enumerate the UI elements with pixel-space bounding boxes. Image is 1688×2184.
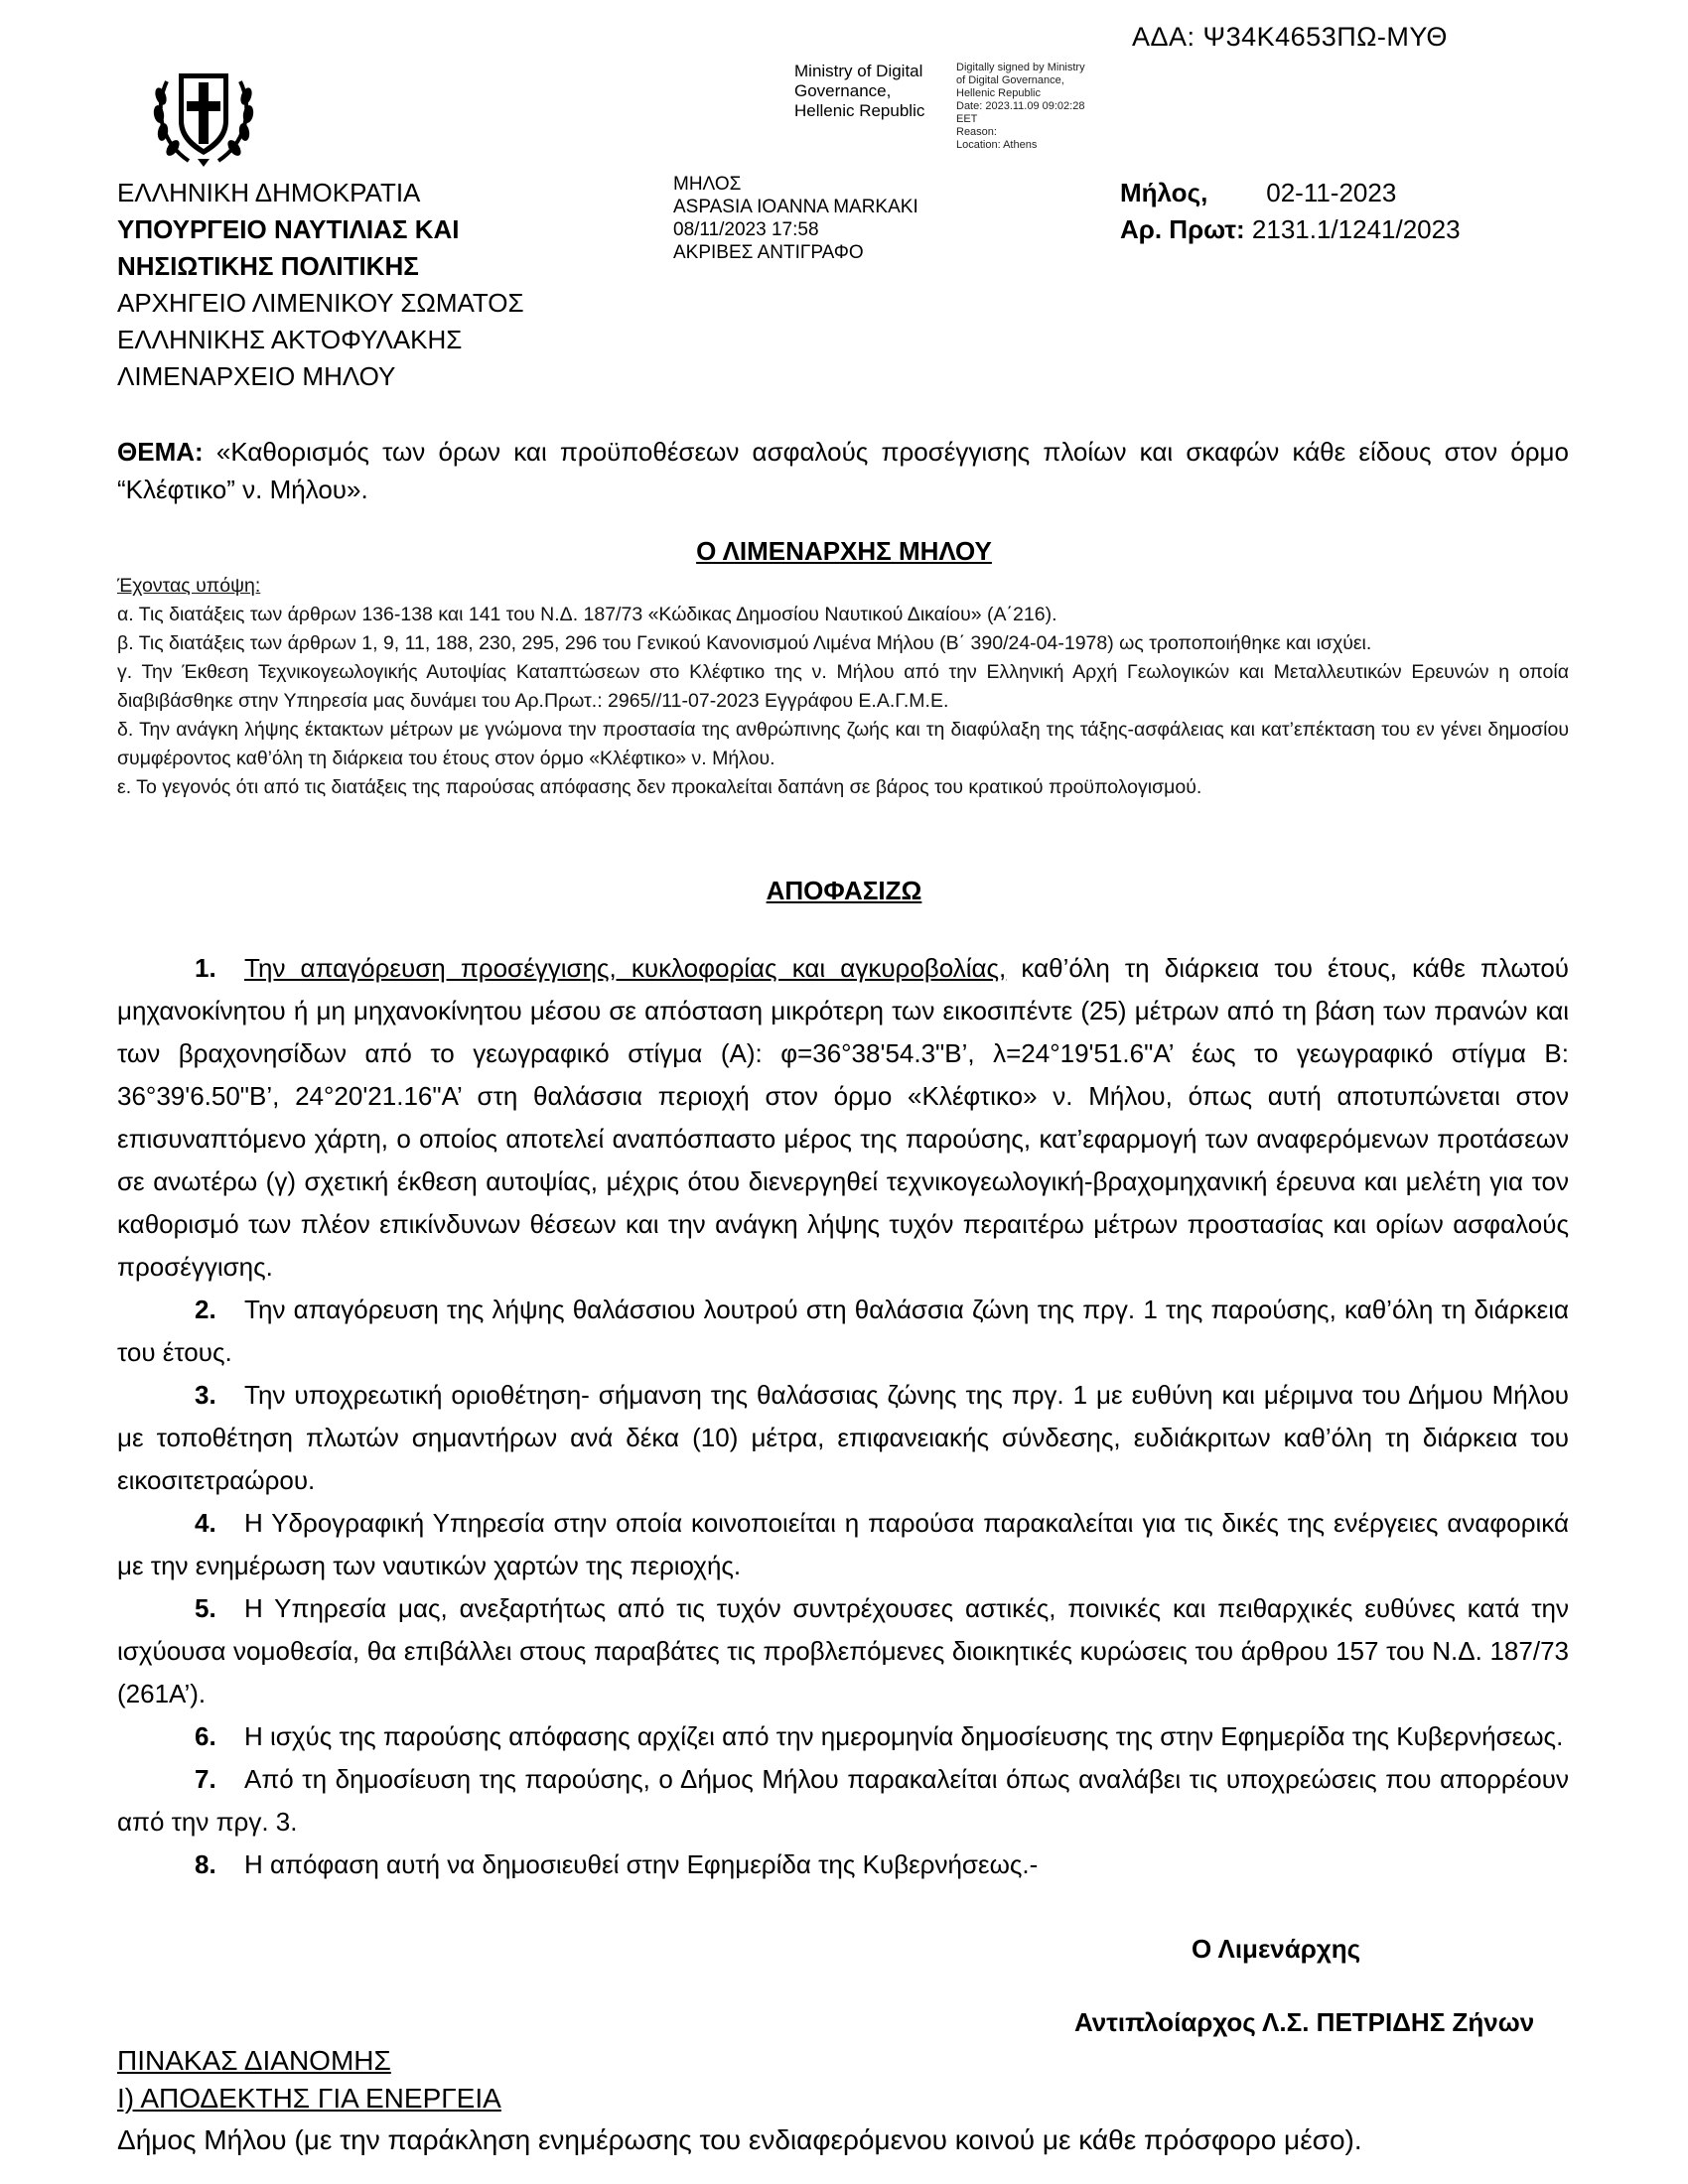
- signature-detail: Hellenic Republic: [956, 87, 1041, 99]
- considerations-intro: Έχοντας υπόψη:: [117, 575, 261, 597]
- signature-detail: Location: Athens: [956, 139, 1038, 151]
- consideration-item: δ. Την ανάγκη λήψης έκτακτων μέτρων με γνώμονα την προστασία της ανθρώπινης ζωής και τη διαφύλαξη της τάξης-ασφάλειας και κατ’επέκταση του εν γένει δημοσίου συμφέροντος καθ’όλη τη διάρκεια του έτους στον όρμο «Κλέφτικο» ν. Μήλου.: [117, 719, 1569, 769]
- certified-copy-stamp: [673, 173, 918, 264]
- distribution-section: Ι) ΑΠΟΔΕΚΤΗΣ ΓΙΑ ΕΝΕΡΓΕΙΑ: [117, 2083, 501, 2114]
- consideration-item: α. Τις διατάξεις των άρθρων 136-138 και 141 του Ν.Δ. 187/73 «Κώδικας Δημοσίου Ναυτικού Δικαίου» (Α΄216).: [117, 604, 1057, 625]
- place-label: Μήλος,: [1120, 178, 1208, 207]
- decision-item: [117, 947, 1569, 1289]
- distribution-title: ΠΙΝΑΚΑΣ ΔΙΑΝΟΜΗΣ: [117, 2045, 391, 2076]
- stamp-line: ASPASIA IOANNA MARKAKI: [673, 197, 918, 217]
- protocol-label: Αρ. Πρωτ:: [1120, 214, 1245, 244]
- decision-text: Η απόφαση αυτή να δημοσιευθεί στην Εφημερίδα της Κυβερνήσεως.-: [244, 1849, 1039, 1879]
- decision-number: 6.: [195, 1721, 216, 1751]
- signature-line: Hellenic Republic: [794, 101, 925, 120]
- decision-text: Η Υπηρεσία μας, ανεξαρτήτως από τις τυχόν συντρέχουσες αστικές, ποινικές και πειθαρχικές ευθύνες κατά την ισχύουσα νομοθεσία, θα επιβάλλει στους παραβάτες τις προβλεπόμενες διοικητικές κυρώσεις του άρθρου 157 του Ν.Δ. 187/73 (261Α’).: [117, 1593, 1569, 1708]
- digital-signature-details: [956, 62, 1125, 152]
- stamp-line: 08/11/2023 17:58: [673, 219, 819, 240]
- decision-text: καθ’όλη τη διάρκεια του έτους, κάθε πλωτού μηχανοκίνητου ή μη μηχανοκίνητου μέσου σε απόσταση μικρότερη των εικοσιπέντε (25) μέτρων από τη βάση των πρανών και των βραχονησίδων από το γεωγραφικό στίγμα (Α): φ=36°38'54.3"Β’, λ=24°19'51.6"Α’ έως το γεωγραφικό στίγμα Β: 36°39'6.50"Β’, 24°20'21.16"Α’ στη θαλάσσια περιοχή στον όρμο «Κλέφτικο» ν. Μήλου, όπως αυτή αποτυπώνεται στον επισυναπτόμενο χάρτη, ο οποίος αποτελεί αναπόσπαστο μέρος της παρούσης, κατ’εφαρμογή των αναφερόμενων προτάσεων σε ανωτέρω (γ) σχετική έκθεση αυτοψίας, μέχρις ότου διενεργηθεί τεχνικογεωλογική-βραχομηχανική έρευνα και μελέτη για τον καθορισμό των πλέον επικίνδυνων θέσεων και την ανάγκη λήψης τυχόν περαιτέρω μέτρων προστασίας και ορίων ασφαλούς προσέγγισης.: [117, 953, 1570, 1282]
- decision-number: 1.: [195, 953, 216, 983]
- decision-item: [117, 1374, 1569, 1502]
- decision-item: [117, 1587, 1569, 1715]
- stamp-line: ΑΚΡΙΒΕΣ ΑΝΤΙΓΡΑΦΟ: [673, 242, 864, 263]
- issuer-line: ΕΛΛΗΝΙΚΗ ΔΗΜΟΚΡΑΤΙΑ: [117, 178, 421, 207]
- signature-line: Governance,: [794, 81, 892, 100]
- decision-number: 5.: [195, 1593, 216, 1623]
- stamp-line: ΜΗΛΟΣ: [673, 174, 742, 195]
- signature-detail: EET: [956, 113, 978, 125]
- consideration-item: ε. Το γεγονός ότι από τις διατάξεις της παρούσας απόφασης δεν προκαλείται δαπάνη σε βάρος του κρατικού προϋπολογισμού.: [117, 776, 1202, 798]
- decision-heading: ΑΠΟΦΑΣΙΖΩ: [766, 876, 922, 905]
- protocol-number: 2131.1/1241/2023: [1251, 214, 1461, 244]
- decision-item: [117, 1715, 1569, 1758]
- document-date: 02-11-2023: [1266, 178, 1397, 207]
- signature-detail: Reason:: [956, 126, 997, 138]
- decision-text: Από τη δημοσίευση της παρούσης, ο Δήμος Μήλου παρακαλείται όπως αναλάβει τις υποχρεώσεις που απορρέουν από την πργ. 3.: [117, 1764, 1569, 1837]
- authority-heading: Ο ΛΙΜΕΝΑΡΧΗΣ ΜΗΛΟΥ: [696, 536, 992, 566]
- issuer-line: ΕΛΛΗΝΙΚΗΣ ΑΚΤΟΦΥΛΑΚΗΣ: [117, 325, 463, 354]
- decisions-list: [117, 947, 1569, 1886]
- document-meta: [1120, 175, 1461, 248]
- decision-text: Η ισχύς της παρούσης απόφασης αρχίζει από την ημερομηνία δημοσίευσης της στην Εφημερίδα της Κυβερνήσεως.: [244, 1721, 1564, 1751]
- subject-label: ΘΕΜΑ:: [117, 437, 204, 467]
- greek-coat-of-arms-icon: [149, 52, 258, 171]
- consideration-item: β. Τις διατάξεις των άρθρων 1, 9, 11, 188, 230, 295, 296 του Γενικού Κανονισμού Λιμένα Μήλου (Β΄ 390/24-04-1978) ως τροποποιήθηκε και ισχύει.: [117, 632, 1372, 654]
- subject: [117, 433, 1569, 508]
- signatory-title: Ο Λιμενάρχης: [1192, 1934, 1361, 1964]
- decision-item: [117, 1502, 1569, 1587]
- issuer-line: ΑΡΧΗΓΕΙΟ ΛΙΜΕΝΙΚΟΥ ΣΩΜΑΤΟΣ: [117, 288, 524, 318]
- signature-line: Ministry of Digital: [794, 62, 923, 80]
- decision-item: [117, 1843, 1569, 1886]
- decision-text: Την υποχρεωτική οριοθέτηση- σήμανση της θαλάσσιας ζώνης της πργ. 1 με ευθύνη και μέριμνα του Δήμου Μήλου με τοποθέτηση πλωτών σημαντήρων ανά δέκα (10) μέτρα, επιφανειακής σύνδεσης, ευδιάκριτων καθ’όλη τη διάρκεια του εικοσιτετραώρου.: [117, 1380, 1569, 1495]
- issuer-line: ΝΗΣΙΩΤΙΚΗΣ ΠΟΛΙΤΙΚΗΣ: [117, 251, 419, 281]
- decision-lead: Την απαγόρευση προσέγγισης, κυκλοφορίας και αγκυροβολίας,: [244, 953, 1007, 983]
- signature-detail: Digitally signed by Ministry: [956, 62, 1085, 73]
- decision-number: 3.: [195, 1380, 216, 1410]
- decision-number: 4.: [195, 1508, 216, 1538]
- distribution-text: Δήμος Μήλου (με την παράκληση ενημέρωσης του ενδιαφερόμενου κοινού με κάθε πρόσφορο μέσο).: [117, 2124, 1362, 2155]
- considerations: [117, 572, 1569, 802]
- decision-item: [117, 1758, 1569, 1843]
- decision-number: 7.: [195, 1764, 216, 1794]
- issuer-block: [117, 175, 524, 395]
- signatory-name: Αντιπλοίαρχος Λ.Σ. ΠΕΤΡΙΔΗΣ Ζήνων: [1074, 2007, 1535, 2037]
- decision-text: Η Υδρογραφική Υπηρεσία στην οποία κοινοποιείται η παρούσα παρακαλείται για τις δικές της ενέργειες αναφορικά με την ενημέρωση των ναυτικών χαρτών της περιοχής.: [117, 1508, 1569, 1580]
- decision-item: [117, 1289, 1569, 1374]
- ada-code: ΑΔΑ: Ψ34Κ4653ΠΩ-ΜΥΘ: [1132, 22, 1448, 52]
- signature-detail: Date: 2023.11.09 09:02:28: [956, 100, 1085, 112]
- decision-text: Την απαγόρευση της λήψης θαλάσσιου λουτρού στη θαλάσσια ζώνη της πργ. 1 της παρούσης, καθ’όλη τη διάρκεια του έτους.: [117, 1295, 1569, 1367]
- decision-number: 2.: [195, 1295, 216, 1324]
- signature-detail: of Digital Governance,: [956, 74, 1064, 86]
- consideration-item: γ. Την Έκθεση Τεχνικογεωλογικής Αυτοψίας Καταπτώσεων στο Κλέφτικο της ν. Μήλου από την Ελληνική Αρχή Γεωλογικών και Μεταλλευτικών Ερευνών η οποία διαβιβάσθηκε στην Υπηρεσία μας δυνάμει του Αρ.Πρωτ.: 2965//11-07-2023 Εγγράφου Ε.Α.Γ.Μ.Ε.: [117, 661, 1569, 712]
- issuer-line: ΥΠΟΥΡΓΕΙΟ ΝΑΥΤΙΛΙΑΣ ΚΑΙ: [117, 214, 460, 244]
- issuer-line: ΛΙΜΕΝΑΡΧΕΙΟ ΜΗΛΟΥ: [117, 361, 396, 391]
- decision-number: 8.: [195, 1849, 216, 1879]
- subject-text: «Καθορισμός των όρων και προϋποθέσεων ασφαλούς προσέγγισης πλοίων και σκαφών κάθε είδους στον όρμο “Κλέφτικο” ν. Μήλου».: [117, 437, 1569, 504]
